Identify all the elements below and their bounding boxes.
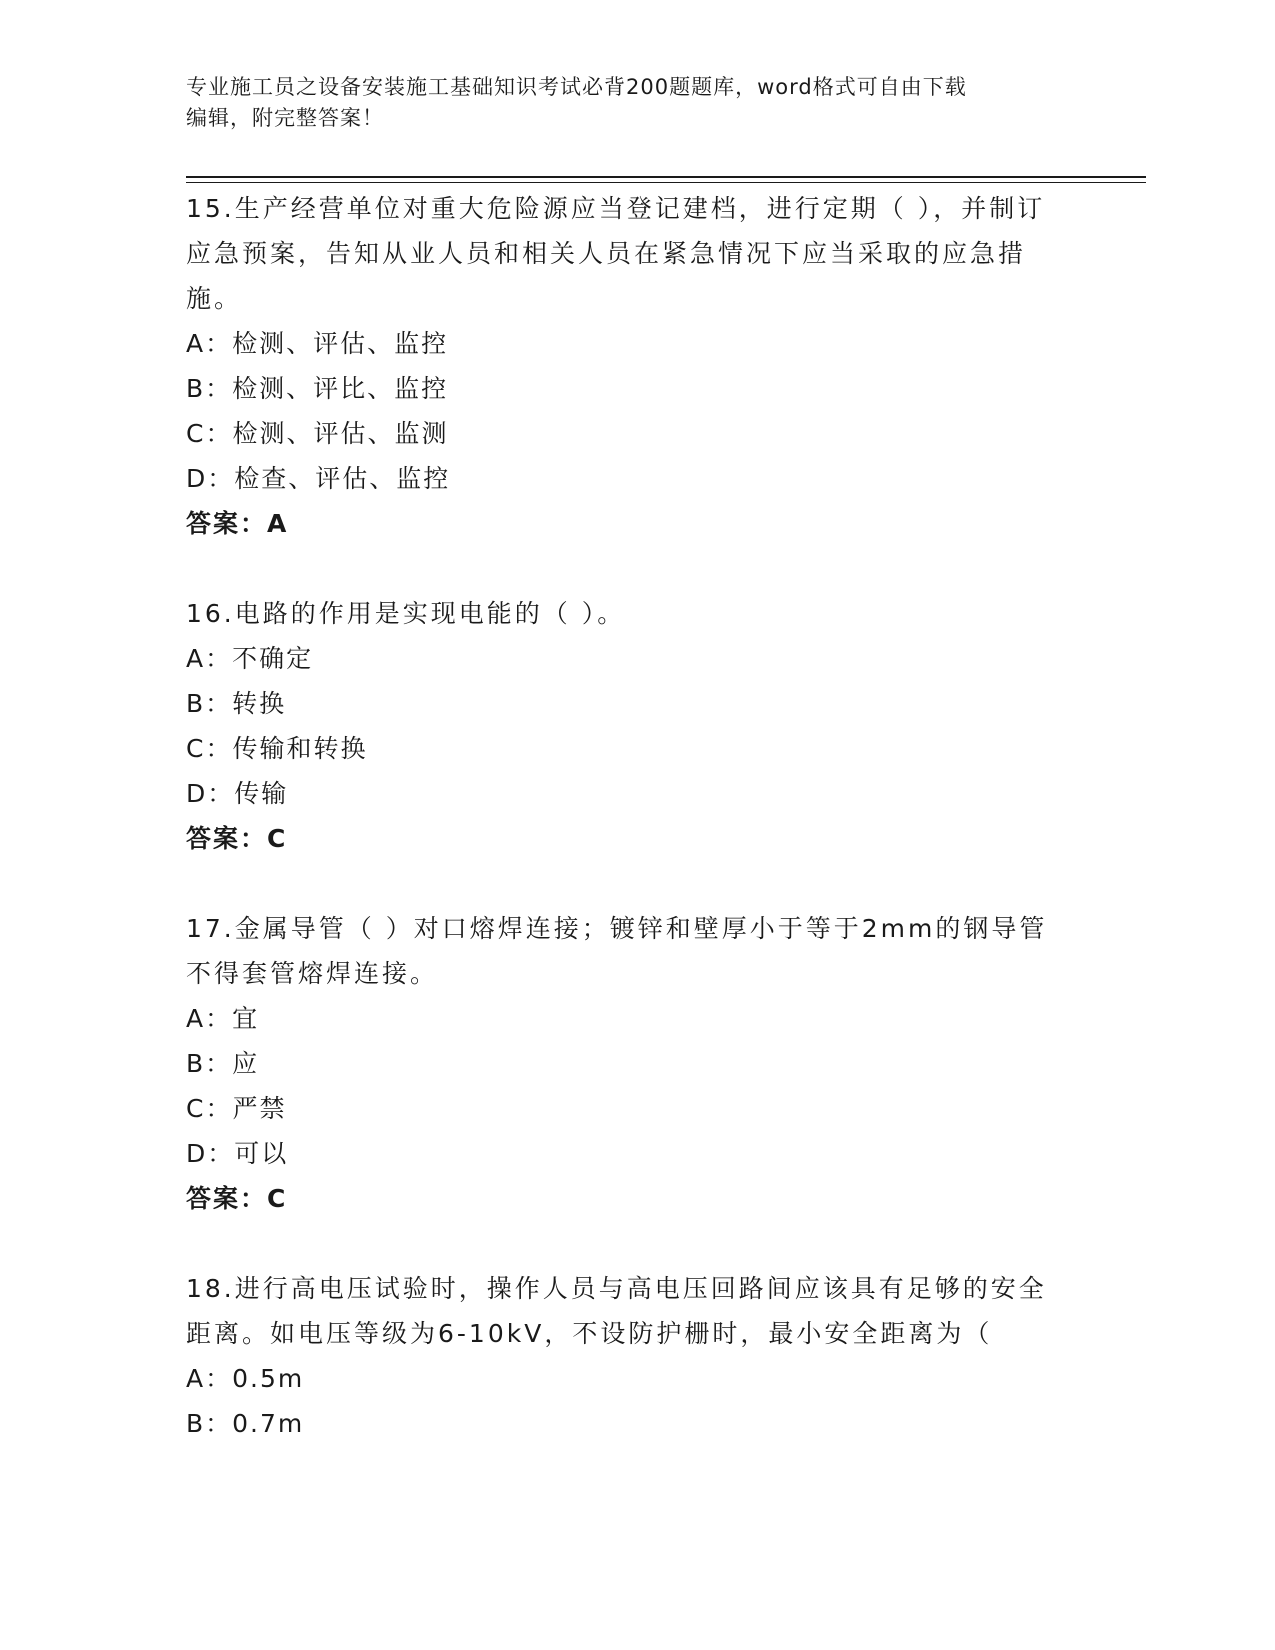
option-a: A：不确定 <box>186 644 314 673</box>
question-18 <box>186 1266 1066 1446</box>
option-d: D：检查、评估、监控 <box>186 464 451 493</box>
header-line-2: 编辑，附完整答案！ <box>186 106 384 130</box>
option-c: C：严禁 <box>186 1094 287 1123</box>
option-d: D：可以 <box>186 1139 289 1168</box>
option-b: B：检测、评比、监控 <box>186 374 449 403</box>
header-divider-thin <box>186 182 1146 183</box>
option-b: B：转换 <box>186 689 287 718</box>
option-a: A：检测、评估、监控 <box>186 329 449 358</box>
question-15 <box>186 186 1066 546</box>
option-d: D：传输 <box>186 779 289 808</box>
question-text: 16.电路的作用是实现电能的（ ）。 <box>186 599 626 628</box>
question-text: 18.进行高电压试验时，操作人员与高电压回路间应该具有足够的安全距离。如电压等级为6-10kV，不设防护栅时，最小安全距离为（ <box>186 1274 1047 1348</box>
question-16 <box>186 591 1066 861</box>
spacer <box>186 861 1066 906</box>
spacer <box>186 1221 1066 1266</box>
option-b: B：0.7m <box>186 1409 305 1438</box>
option-b: B：应 <box>186 1049 260 1078</box>
question-list <box>186 186 1066 1446</box>
spacer <box>186 546 1066 591</box>
question-17 <box>186 906 1066 1221</box>
option-a: A：0.5m <box>186 1364 305 1393</box>
header-divider-thick <box>186 176 1146 178</box>
answer: 答案：C <box>186 1184 288 1213</box>
question-text: 15.生产经营单位对重大危险源应当登记建档，进行定期（ ），并制订应急预案，告知从业人员和相关人员在紧急情况下应当采取的应急措施。 <box>186 194 1046 313</box>
answer: 答案：C <box>186 824 288 853</box>
option-a: A：宜 <box>186 1004 260 1033</box>
document-header <box>186 72 1066 134</box>
header-line-1: 专业施工员之设备安装施工基础知识考试必背200题题库，word格式可自由下载 <box>186 75 967 99</box>
option-c: C：检测、评估、监测 <box>186 419 449 448</box>
answer: 答案：A <box>186 509 289 538</box>
option-c: C：传输和转换 <box>186 734 368 763</box>
question-text: 17.金属导管（ ）对口熔焊连接；镀锌和壁厚小于等于2mm的钢导管不得套管熔焊连接。 <box>186 914 1048 988</box>
